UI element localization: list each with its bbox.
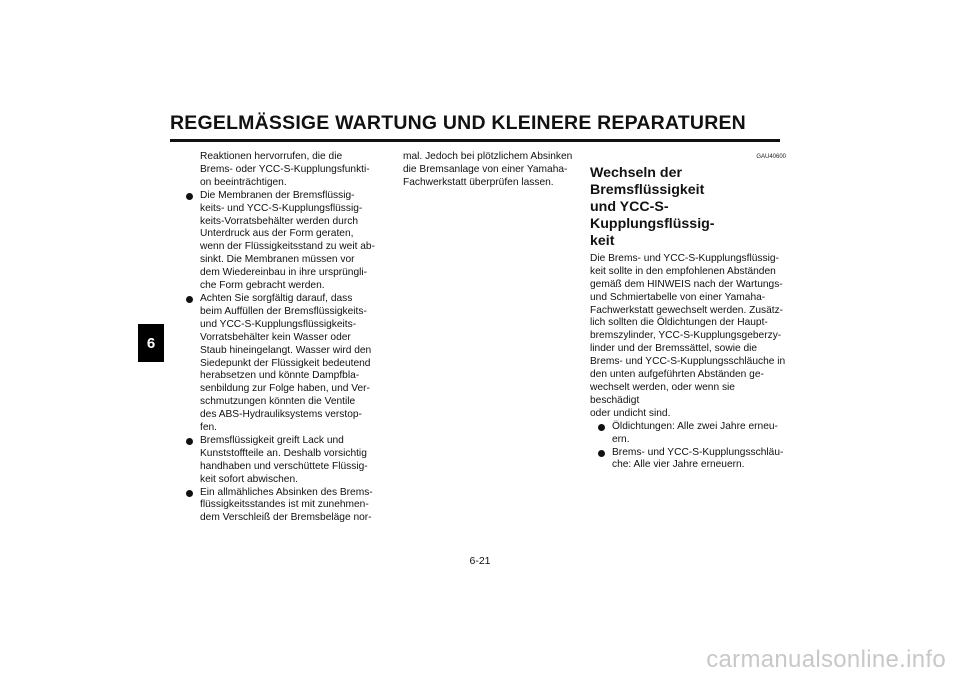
text-line: beim Auffüllen der Bremsflüssigkeits- xyxy=(200,305,367,317)
text-line: des ABS-Hydrauliksystems verstop- xyxy=(200,409,362,421)
text-line: und Schmiertabelle von einer Yamaha- xyxy=(590,291,766,303)
text-line: dem Wiedereinbau in ihre ursprüngli- xyxy=(200,267,368,279)
text-line: wechselt werden, oder wenn sie beschädigt xyxy=(590,381,735,406)
text-line: herabsetzen und könnte Dampfbla- xyxy=(200,370,360,382)
text-line: Reaktionen hervorrufen, die die xyxy=(200,151,343,162)
text-line: keits-Vorratsbehälter werden durch xyxy=(200,215,358,227)
text-line: schmutzungen könnten die Ventile xyxy=(200,396,356,408)
text-line: keits- und YCC-S-Kupplungsflüssig- xyxy=(200,202,363,214)
text-line: und YCC-S-Kupplungsflüssigkeits- xyxy=(200,318,357,330)
lead-paragraph xyxy=(186,151,382,190)
text-line: lich sollten die Öldichtungen der Haupt- xyxy=(590,317,768,329)
text-line: oder undicht sind. xyxy=(590,407,671,419)
list-item xyxy=(186,487,382,526)
list-item xyxy=(186,435,382,487)
text-column-middle xyxy=(403,151,579,190)
list-item xyxy=(598,447,786,473)
text-line: che: Alle vier Jahre erneuern. xyxy=(612,459,745,471)
text-line: und YCC-S-Kupplungsflüssig- xyxy=(590,198,715,232)
text-line: die Bremsanlage von einer Yamaha- xyxy=(403,163,568,175)
text-line: gemäß dem HINWEIS nach der Wartungs- xyxy=(590,278,783,290)
text-line: Brems- oder YCC-S-Kupplungsfunkti- xyxy=(200,163,370,175)
page-number: 6-21 xyxy=(469,555,491,567)
header-rule xyxy=(170,139,780,142)
text-line: Achten Sie sorgfältig darauf, dass xyxy=(200,292,353,304)
text-line: keit xyxy=(590,232,615,249)
text-line: Brems- und YCC-S-Kupplungsschläu- xyxy=(612,446,784,458)
text-line: handhaben und verschüttete Flüssig- xyxy=(200,460,368,472)
text-line: sinkt. Die Membranen müssen vor xyxy=(200,254,355,266)
bullet-list xyxy=(186,190,382,526)
text-line: keit sofort abwischen. xyxy=(200,473,298,485)
text-line: linder und der Bremssättel, sowie die xyxy=(590,343,758,355)
text-column-right xyxy=(590,151,786,472)
text-line: Wechseln der Bremsflüssigkeit xyxy=(590,164,705,198)
text-line: dem Verschleiß der Bremsbeläge nor- xyxy=(200,512,372,524)
text-line: Fachwerkstatt gewechselt werden. Zusätz- xyxy=(590,304,784,316)
text-column-left xyxy=(186,151,382,525)
text-line: Fachwerkstatt überprüfen lassen. xyxy=(403,176,554,188)
chapter-tab: 6 xyxy=(138,324,164,362)
section-body xyxy=(590,253,786,421)
text-line: Ein allmähliches Absinken des Brems- xyxy=(200,486,373,498)
text-line: Vorratsbehälter kein Wasser oder xyxy=(200,331,351,343)
text-line: wenn der Flüssigkeitsstand zu weit ab- xyxy=(200,241,375,253)
bullet-list-intervals xyxy=(598,421,786,473)
text-line: che Form gebracht werden. xyxy=(200,280,325,292)
text-line: bremszylinder, YCC-S-Kupplungsgeberzy- xyxy=(590,330,782,342)
continuation-paragraph xyxy=(403,151,579,190)
text-line: Brems- und YCC-S-Kupplungsschläuche in xyxy=(590,356,786,368)
text-line: on beeinträchtigen. xyxy=(200,176,287,188)
text-line: den unten aufgeführten Abständen ge- xyxy=(590,369,764,381)
watermark: carmanualsonline.info xyxy=(706,646,946,673)
text-line: Die Membranen der Bremsflüssig- xyxy=(200,189,355,201)
text-line: flüssigkeitsstandes ist mit zunehmen- xyxy=(200,499,369,511)
text-line: Öldichtungen: Alle zwei Jahre erneu- xyxy=(612,420,778,432)
list-item xyxy=(186,190,382,293)
text-line: keit sollte in den empfohlenen Abständen xyxy=(590,265,776,277)
text-line: Unterdruck aus der Form geraten, xyxy=(200,228,354,240)
text-line: senbildung zur Folge haben, und Ver- xyxy=(200,383,370,395)
text-line: Bremsflüssigkeit greift Lack und xyxy=(200,434,344,446)
list-item xyxy=(598,421,786,447)
text-line: Staub hineingelangt. Wasser wird den xyxy=(200,344,372,356)
text-line: Siedepunkt der Flüssigkeit bedeutend xyxy=(200,357,371,369)
list-item xyxy=(186,293,382,435)
text-line: fen. xyxy=(200,422,217,434)
text-line: Die Brems- und YCC-S-Kupplungsflüssig- xyxy=(590,252,779,264)
text-line: mal. Jedoch bei plötzlichem Absinken xyxy=(403,151,573,162)
section-heading xyxy=(590,165,786,250)
text-line: ern. xyxy=(612,433,630,445)
page-title: REGELMÄSSIGE WARTUNG UND KLEINERE REPARATUREN xyxy=(170,112,746,134)
section-code: GAU40600 xyxy=(756,154,786,160)
text-line: Kunststoffteile an. Deshalb vorsichtig xyxy=(200,447,367,459)
